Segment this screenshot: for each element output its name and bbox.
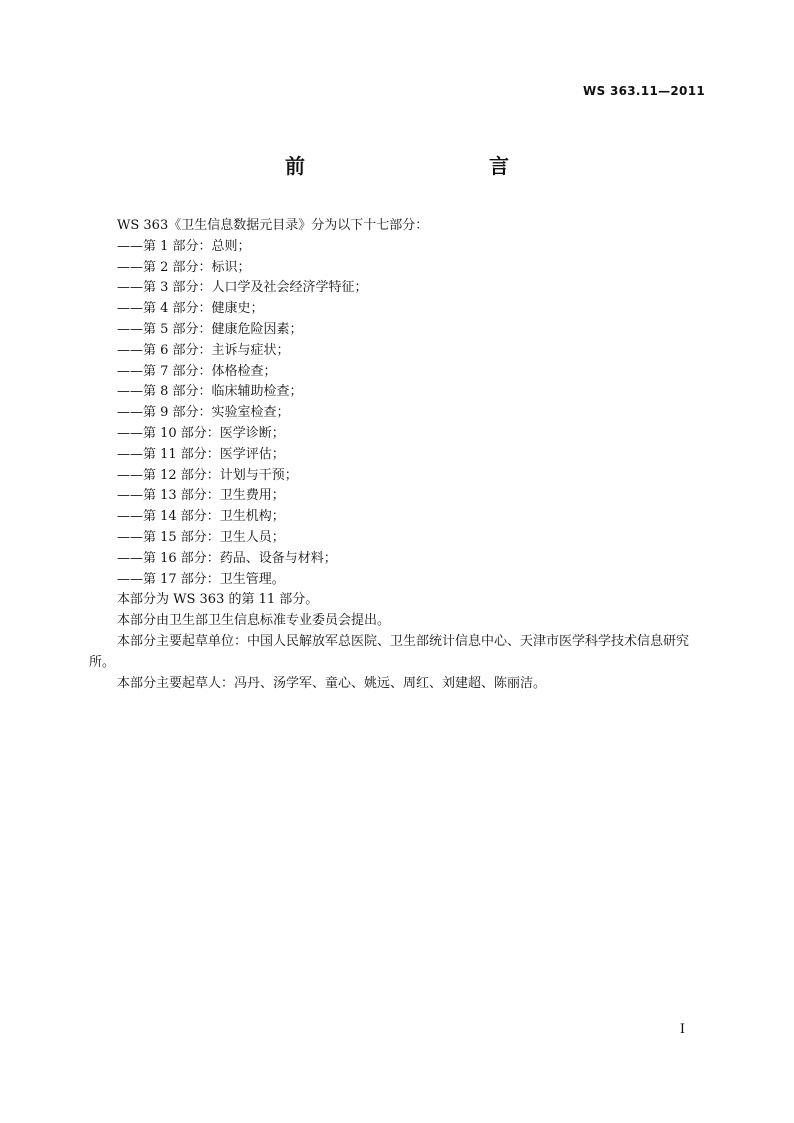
drafting-units-paragraph: 本部分主要起草单位：中国人民解放军总医院、卫生部统计信息中心、天津市医学科学技术信息研究所。 [89, 633, 690, 670]
intro-paragraph: WS 363《卫生信息数据元目录》分为以下十七部分： [117, 218, 429, 233]
drafters-paragraph: 本部分主要起草人：冯丹、汤学军、童心、姚远、周红、刘建超、陈丽洁。 [117, 675, 547, 691]
part-number-paragraph: 本部分为 WS 363 的第 11 部分。 [117, 592, 319, 608]
list-item: ——第 7 部分：体格检查； [117, 363, 277, 379]
document-body [89, 216, 709, 694]
list-item: ——第 5 部分：健康危险因素； [117, 321, 303, 337]
list-item: ——第 9 部分：实验室检查； [117, 405, 290, 421]
list-item: ——第 4 部分：健康史； [117, 301, 264, 317]
list-item: ——第 1 部分：总则； [117, 238, 251, 254]
parts-list [89, 237, 709, 591]
list-item: ——第 12 部分：计划与干预； [117, 467, 298, 483]
proposer-paragraph: 本部分由卫生部卫生信息标准专业委员会提出。 [117, 613, 391, 629]
list-item: ——第 2 部分：标识； [117, 259, 251, 275]
list-item: ——第 15 部分：卫生人员； [117, 529, 285, 545]
list-item: ——第 6 部分：主诉与症状； [117, 342, 290, 358]
list-item: ——第 11 部分：医学评估； [117, 446, 285, 462]
list-item: ——第 17 部分：卫生管理。 [117, 571, 285, 587]
list-item: ——第 14 部分：卫生机构； [117, 509, 285, 525]
list-item: ——第 13 部分：卫生费用； [117, 488, 285, 504]
page-title: 前 言 [285, 154, 557, 178]
page-number: I [679, 1022, 685, 1037]
list-item: ——第 10 部分：医学诊断； [117, 425, 285, 441]
standard-code: WS 363.11—2011 [583, 84, 705, 98]
list-item: ——第 3 部分：人口学及社会经济学特征； [117, 280, 368, 296]
list-item: ——第 8 部分：临床辅助检查； [117, 384, 303, 400]
list-item: ——第 16 部分：药品、设备与材料； [117, 550, 337, 566]
